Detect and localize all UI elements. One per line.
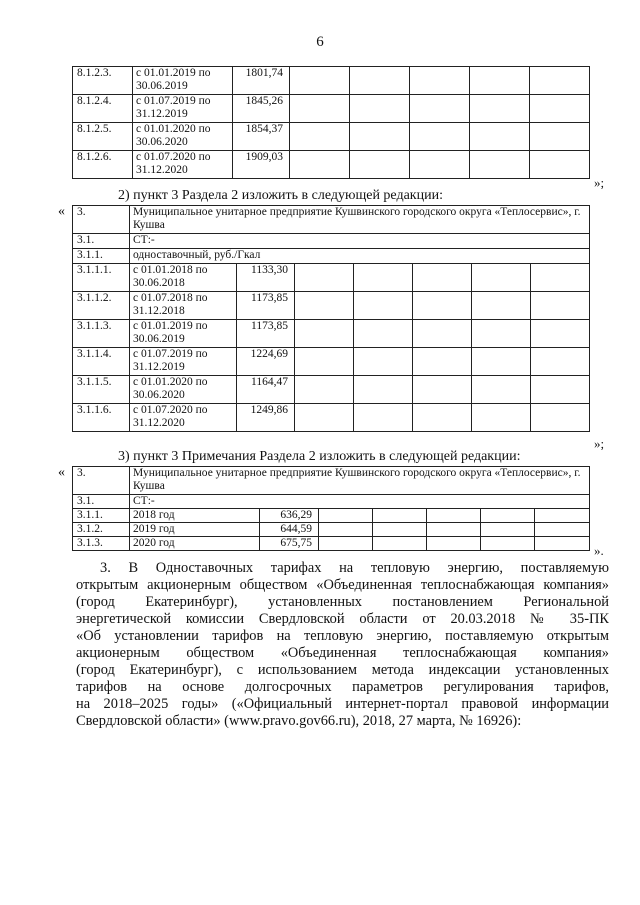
empty-cell (470, 95, 530, 123)
row-value: 1173,85 (237, 292, 295, 320)
empty-cell (531, 320, 590, 348)
empty-cell (319, 537, 373, 551)
table2-org-name: Муниципальное унитарное предприятие Кушвинского городского округа «Теплосервис», г. Кушва (130, 206, 590, 234)
empty-cell (531, 348, 590, 376)
table-row (73, 376, 590, 404)
table3-closing: ». (594, 543, 604, 558)
paragraph-line: 3. В Одноставочных тарифах на тепловую энергию, поставляемую (100, 560, 609, 576)
empty-cell (531, 292, 590, 320)
table3-open-quote: « (58, 465, 65, 480)
row-num: 3.1.1.5. (73, 376, 130, 404)
empty-cell (530, 123, 590, 151)
row-value: 675,75 (260, 537, 319, 551)
row-period: с 01.07.2018 по 31.12.2018 (130, 292, 237, 320)
empty-cell (373, 537, 427, 551)
empty-cell (290, 67, 350, 95)
empty-cell (410, 151, 470, 179)
row-num: 3.1.2. (73, 523, 130, 537)
table-row (73, 123, 590, 151)
table-row (73, 264, 590, 292)
empty-cell (530, 67, 590, 95)
empty-cell (295, 264, 354, 292)
paragraph-line: акционерным обществом «Объединенная теплоснабжающая компания» (76, 645, 609, 661)
row-value: 1173,85 (237, 320, 295, 348)
table3-st-label: СТ:- (130, 495, 590, 509)
empty-cell (373, 523, 427, 537)
row-num: 8.1.2.5. (73, 123, 133, 151)
empty-cell (290, 151, 350, 179)
row-period: 2019 год (130, 523, 260, 537)
empty-cell (354, 292, 413, 320)
row-num: 3.1.1. (73, 509, 130, 523)
empty-cell (535, 509, 590, 523)
empty-cell (472, 320, 531, 348)
empty-cell (427, 523, 481, 537)
empty-cell (354, 348, 413, 376)
tariff-table-2 (72, 205, 590, 432)
table-row (73, 523, 590, 537)
page-number: 6 (316, 34, 324, 50)
table-row (73, 537, 590, 551)
empty-cell (295, 292, 354, 320)
row-period: с 01.01.2020 по 30.06.2020 (130, 376, 237, 404)
empty-cell (531, 264, 590, 292)
row-value: 1909,03 (233, 151, 290, 179)
empty-cell (295, 376, 354, 404)
empty-cell (470, 151, 530, 179)
row-period: с 01.07.2020 по 31.12.2020 (133, 151, 233, 179)
row-num: 3.1.1.2. (73, 292, 130, 320)
empty-cell (470, 123, 530, 151)
empty-cell (354, 264, 413, 292)
row-value: 1845,26 (233, 95, 290, 123)
empty-cell (410, 95, 470, 123)
empty-cell (531, 376, 590, 404)
paragraph-line: (город Екатеринбург), установленных постановлением Региональной (76, 594, 609, 610)
empty-cell (350, 95, 410, 123)
empty-cell (410, 67, 470, 95)
row-value: 644,59 (260, 523, 319, 537)
paragraph-line: открытым акционерным обществом «Объединенная теплоснабжающая компания» (76, 577, 609, 593)
row-value: 1224,69 (237, 348, 295, 376)
row-period: с 01.07.2020 по 31.12.2020 (130, 404, 237, 432)
table-row (73, 509, 590, 523)
row-period: с 01.01.2020 по 30.06.2020 (133, 123, 233, 151)
table-row (73, 320, 590, 348)
empty-cell (413, 376, 472, 404)
empty-cell (427, 509, 481, 523)
paragraph-line: (город Екатеринбург), с использованием метода индексации установленных (76, 662, 609, 678)
table2-open-quote: « (58, 204, 65, 219)
row-value: 1164,47 (237, 376, 295, 404)
empty-cell (290, 95, 350, 123)
empty-cell (481, 509, 535, 523)
table2-org-num: 3. (73, 206, 130, 234)
empty-cell (295, 404, 354, 432)
empty-cell (319, 509, 373, 523)
empty-cell (373, 509, 427, 523)
table-row (73, 348, 590, 376)
table1-closing: »; (594, 175, 605, 190)
empty-cell (413, 264, 472, 292)
row-value: 636,29 (260, 509, 319, 523)
heading-item-2: 2) пункт 3 Раздела 2 изложить в следующей редакции: (118, 188, 443, 203)
row-value: 1249,86 (237, 404, 295, 432)
table2-closing: »; (594, 436, 605, 451)
empty-cell (350, 123, 410, 151)
empty-cell (472, 264, 531, 292)
body-paragraph (76, 560, 609, 730)
tariff-table-1 (72, 66, 590, 179)
table2-st-label: СТ:- (130, 234, 590, 249)
empty-cell (481, 537, 535, 551)
paragraph-line: энергетической комиссии Свердловской области от 20.03.2018 № 35-ПК (76, 611, 609, 627)
row-value: 1133,30 (237, 264, 295, 292)
empty-cell (531, 404, 590, 432)
empty-cell (350, 67, 410, 95)
empty-cell (472, 292, 531, 320)
row-num: 3.1.1.1. (73, 264, 130, 292)
table2-type-num: 3.1.1. (73, 249, 130, 264)
empty-cell (530, 151, 590, 179)
row-period: с 01.01.2019 по 30.06.2019 (133, 67, 233, 95)
empty-cell (472, 348, 531, 376)
row-value: 1854,37 (233, 123, 290, 151)
empty-cell (413, 320, 472, 348)
paragraph-line: тарифов на основе долгосрочных параметров регулирования тарифов, (76, 679, 609, 695)
table-row (73, 67, 590, 95)
empty-cell (295, 320, 354, 348)
table2-type-label: одноставочный, руб./Гкал (130, 249, 590, 264)
empty-cell (413, 404, 472, 432)
table2-st-num: 3.1. (73, 234, 130, 249)
paragraph-line: Свердловской области» (www.pravo.gov66.ru), 2018, 27 марта, № 16926): (76, 713, 522, 729)
empty-cell (295, 348, 354, 376)
empty-cell (354, 376, 413, 404)
table-row (73, 292, 590, 320)
row-period: с 01.01.2018 по 30.06.2018 (130, 264, 237, 292)
paragraph-line: «Об установлении тарифов на тепловую энергию, поставляемую открытым (76, 628, 609, 644)
empty-cell (470, 67, 530, 95)
empty-cell (354, 320, 413, 348)
table-row (73, 404, 590, 432)
empty-cell (354, 404, 413, 432)
empty-cell (535, 523, 590, 537)
row-num: 8.1.2.6. (73, 151, 133, 179)
table3-org-num: 3. (73, 467, 130, 495)
row-num: 3.1.1.6. (73, 404, 130, 432)
tariff-table-3 (72, 466, 590, 551)
row-period: 2018 год (130, 509, 260, 523)
empty-cell (535, 537, 590, 551)
row-period: 2020 год (130, 537, 260, 551)
row-num: 3.1.1.4. (73, 348, 130, 376)
empty-cell (413, 292, 472, 320)
row-period: с 01.07.2019 по 31.12.2019 (130, 348, 237, 376)
paragraph-line: на 2018–2025 годы» («Официальный интернет-портал правовой информации (76, 696, 609, 712)
table3-org-name: Муниципальное унитарное предприятие Кушвинского городского округа «Теплосервис», г. Кушва (130, 467, 590, 495)
row-num: 3.1.3. (73, 537, 130, 551)
empty-cell (290, 123, 350, 151)
empty-cell (350, 151, 410, 179)
row-num: 8.1.2.3. (73, 67, 133, 95)
row-num: 3.1.1.3. (73, 320, 130, 348)
table3-st-num: 3.1. (73, 495, 130, 509)
row-period: с 01.07.2019 по 31.12.2019 (133, 95, 233, 123)
empty-cell (481, 523, 535, 537)
heading-item-3: 3) пункт 3 Примечания Раздела 2 изложить в следующей редакции: (118, 449, 521, 464)
row-period: с 01.01.2019 по 30.06.2019 (130, 320, 237, 348)
empty-cell (410, 123, 470, 151)
empty-cell (472, 404, 531, 432)
row-value: 1801,74 (233, 67, 290, 95)
empty-cell (427, 537, 481, 551)
table-row (73, 95, 590, 123)
row-num: 8.1.2.4. (73, 95, 133, 123)
empty-cell (319, 523, 373, 537)
empty-cell (413, 348, 472, 376)
empty-cell (530, 95, 590, 123)
table-row (73, 151, 590, 179)
empty-cell (472, 376, 531, 404)
